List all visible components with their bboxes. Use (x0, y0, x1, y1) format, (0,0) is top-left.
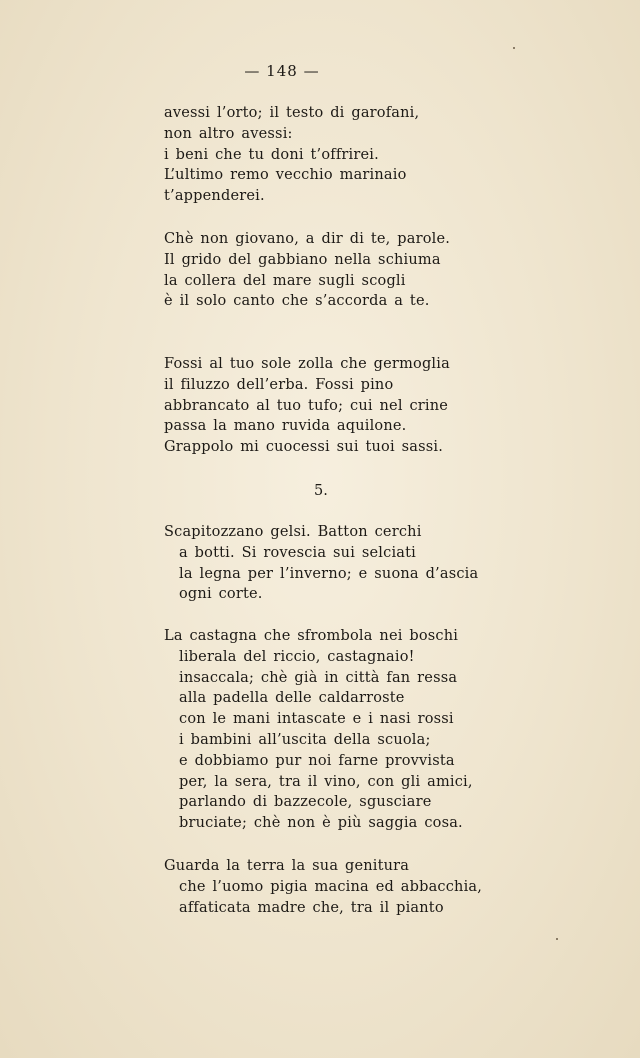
section-number: 5. (314, 483, 328, 499)
poem-line: ogni corte. (179, 586, 263, 603)
paper-speck (556, 938, 558, 940)
stanza-2 (164, 229, 450, 312)
poem-line: Il grido del gabbiano nella schiuma (164, 251, 441, 268)
poem-line: La castagna che sfrombola nei boschi (164, 628, 459, 644)
poem-line: t’appenderei. (164, 188, 265, 205)
poem-line: bruciate; chè non è più saggia cosa. (179, 815, 463, 832)
poem-line: Grappolo mi cuocessi sui tuoi sassi. (164, 439, 444, 456)
poem-line: i beni che tu doni t’offrirei. (164, 146, 379, 163)
poem-line: e dobbiamo pur noi farne provvista (179, 752, 455, 769)
poem-line: non altro avessi: (164, 125, 293, 142)
page-number: — 148 — (244, 62, 320, 80)
poem-line: a botti. Si rovescia sui selciati (179, 544, 416, 561)
stanza-6 (164, 856, 482, 918)
poem-line: Chè non giovano, a dir di te, parole. (164, 231, 451, 247)
poem-line: è il solo canto che s’accorda a te. (164, 293, 430, 310)
poem-line: la legna per l’inverno; e suona d’ascia (179, 565, 479, 582)
poem-line: liberala del riccio, castagnaio! (179, 648, 415, 665)
poem-line: insaccala; chè già in città fan ressa (179, 669, 458, 686)
stanza-5 (164, 626, 473, 834)
poem-line: affaticata madre che, tra il pianto (179, 899, 444, 916)
poem-line: Scapitozzano gelsi. Batton cerchi (164, 524, 422, 540)
poem-line: il filuzzo dell’erba. Fossi pino (164, 376, 394, 393)
poem-line: Fossi al tuo sole zolla che germoglia (164, 356, 450, 372)
stanza-4 (164, 522, 478, 605)
poem-line: abbrancato al tuo tufo; cui nel crine (164, 397, 449, 414)
poem-line: con le mani intascate e i nasi rossi (179, 711, 454, 728)
paper-speck (513, 47, 515, 49)
poem-line: alla padella delle caldarroste (179, 690, 405, 707)
poem-line: la collera del mare sugli scogli (164, 272, 406, 289)
poem-line: L’ultimo remo vecchio marinaio (164, 167, 407, 184)
poem-line: avessi l’orto; il testo di garofani, (164, 105, 420, 121)
poem-line: parlando di bazzecole, sgusciare (179, 794, 432, 811)
poem-line: per, la sera, tra il vino, con gli amici, (179, 773, 473, 790)
poem-line: che l’uomo pigia macina ed abbacchia, (179, 878, 483, 895)
poem-line: passa la mano ruvida aquilone. (164, 418, 407, 435)
stanza-3 (164, 354, 450, 458)
poem-line: i bambini all’uscita della scuola; (179, 731, 431, 748)
stanza-1 (164, 103, 419, 207)
poem-line: Guarda la terra la sua genitura (164, 858, 410, 874)
